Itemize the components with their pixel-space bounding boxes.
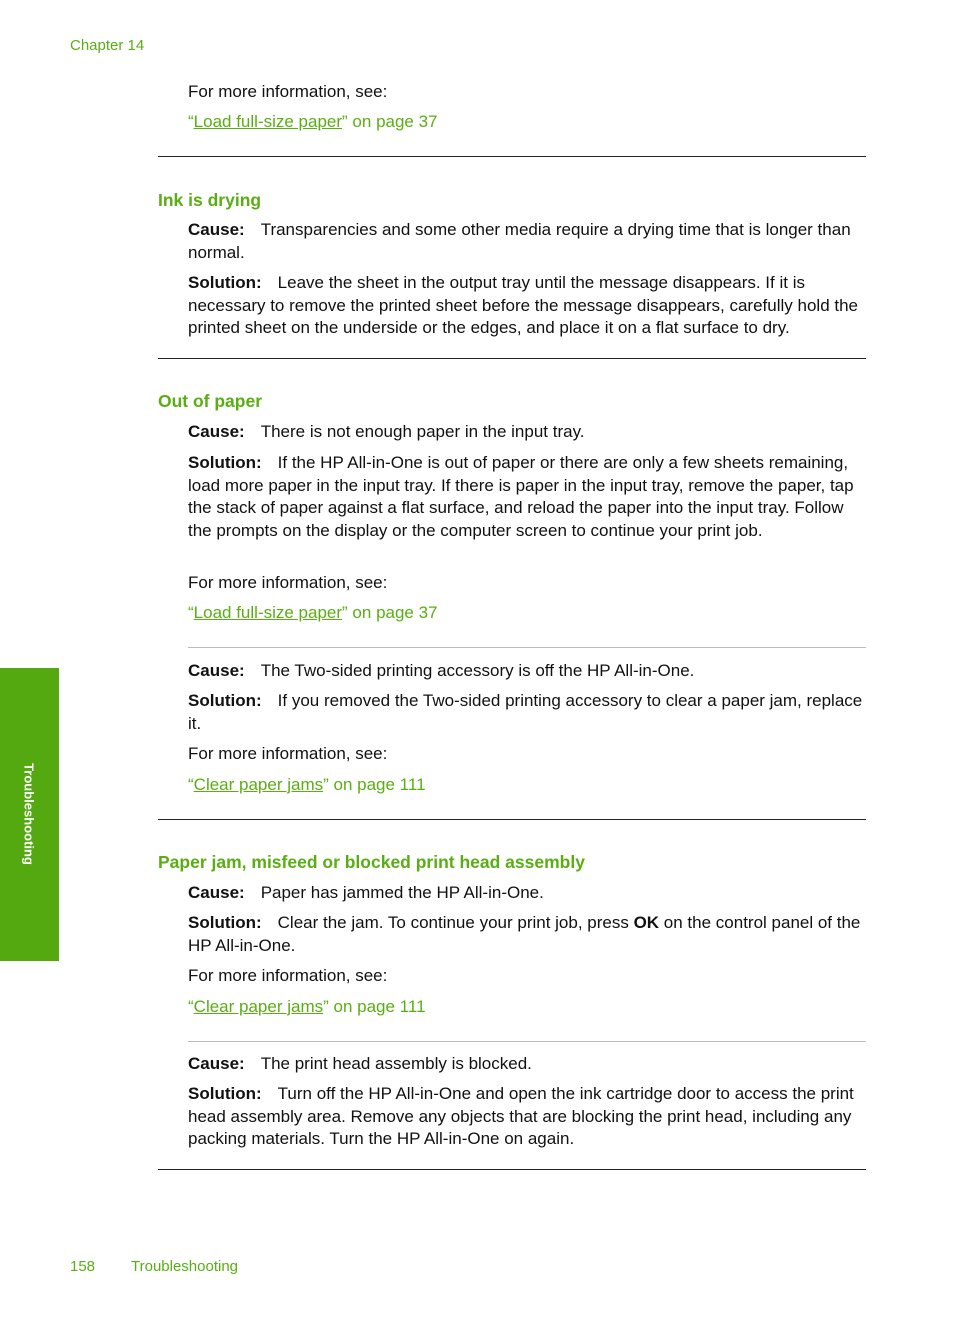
section-divider (158, 358, 866, 359)
ink-drying-solution: Solution: Leave the sheet in the output tray until the message disappears. If it is necessary to remove the printed sheet before the message disappears, carefully hold the printed sheet on the underside or the edges, and place it on a flat surface to dry. (188, 273, 858, 337)
section-divider (158, 156, 866, 157)
heading-ink-drying: Ink is drying (158, 190, 262, 210)
more-info-text: For more information, see: (188, 573, 388, 592)
section-divider (158, 1169, 866, 1170)
link-clear-paper-jams[interactable]: “Clear paper jams” on page 111 (188, 775, 426, 794)
section-divider (158, 819, 866, 820)
chapter-header: Chapter 14 (70, 37, 145, 54)
more-info-text: For more information, see: (188, 82, 388, 101)
more-info-text: For more information, see: (188, 744, 388, 763)
subsection-divider (188, 1041, 866, 1042)
paper-jam-cause-2: Cause: The print head assembly is blocked. (188, 1054, 532, 1073)
link-load-paper[interactable]: “Load full-size paper” on page 37 (188, 603, 438, 622)
out-of-paper-cause-1: Cause: There is not enough paper in the input tray. (188, 422, 585, 441)
heading-paper-jam: Paper jam, misfeed or blocked print head assembly (158, 852, 585, 872)
link-load-paper-top[interactable]: “Load full-size paper” on page 37 (188, 112, 438, 131)
footer-section-title: Troubleshooting (131, 1258, 239, 1275)
side-tab-label: Troubleshooting (21, 763, 37, 865)
out-of-paper-solution-2: Solution: If you removed the Two-sided printing accessory to clear a paper jam, replace it. (188, 691, 863, 733)
subsection-divider (188, 647, 866, 648)
side-tab (0, 668, 59, 961)
paper-jam-cause-1: Cause: Paper has jammed the HP All-in-One. (188, 883, 544, 902)
out-of-paper-cause-2: Cause: The Two-sided printing accessory is off the HP All-in-One. (188, 661, 695, 680)
out-of-paper-solution-1: Solution: If the HP All-in-One is out of paper or there are only a few sheets remaining, load more paper in the input tray. If there is paper in the input tray, remove the paper, tap the stack of paper against a flat surface, and reload the paper into the input tray. Follow the prompts on the display or the computer screen to continue your print job. (188, 453, 854, 540)
paper-jam-solution-2: Solution: Turn off the HP All-in-One and open the ink cartridge door to access the print head assembly area. Remove any objects that are blocking the print head, including any packing materials. Turn the HP All-in-One on again. (188, 1084, 854, 1148)
link-clear-paper-jams[interactable]: “Clear paper jams” on page 111 (188, 997, 426, 1016)
heading-out-of-paper: Out of paper (158, 391, 263, 411)
paper-jam-solution-1: Solution: Clear the jam. To continue your print job, press OK on the control panel of the HP All-in-One. (188, 913, 861, 955)
footer-page-number: 158 (70, 1258, 96, 1275)
ink-drying-cause: Cause: Transparencies and some other media require a drying time that is longer than normal. (188, 220, 851, 262)
more-info-text: For more information, see: (188, 966, 388, 985)
